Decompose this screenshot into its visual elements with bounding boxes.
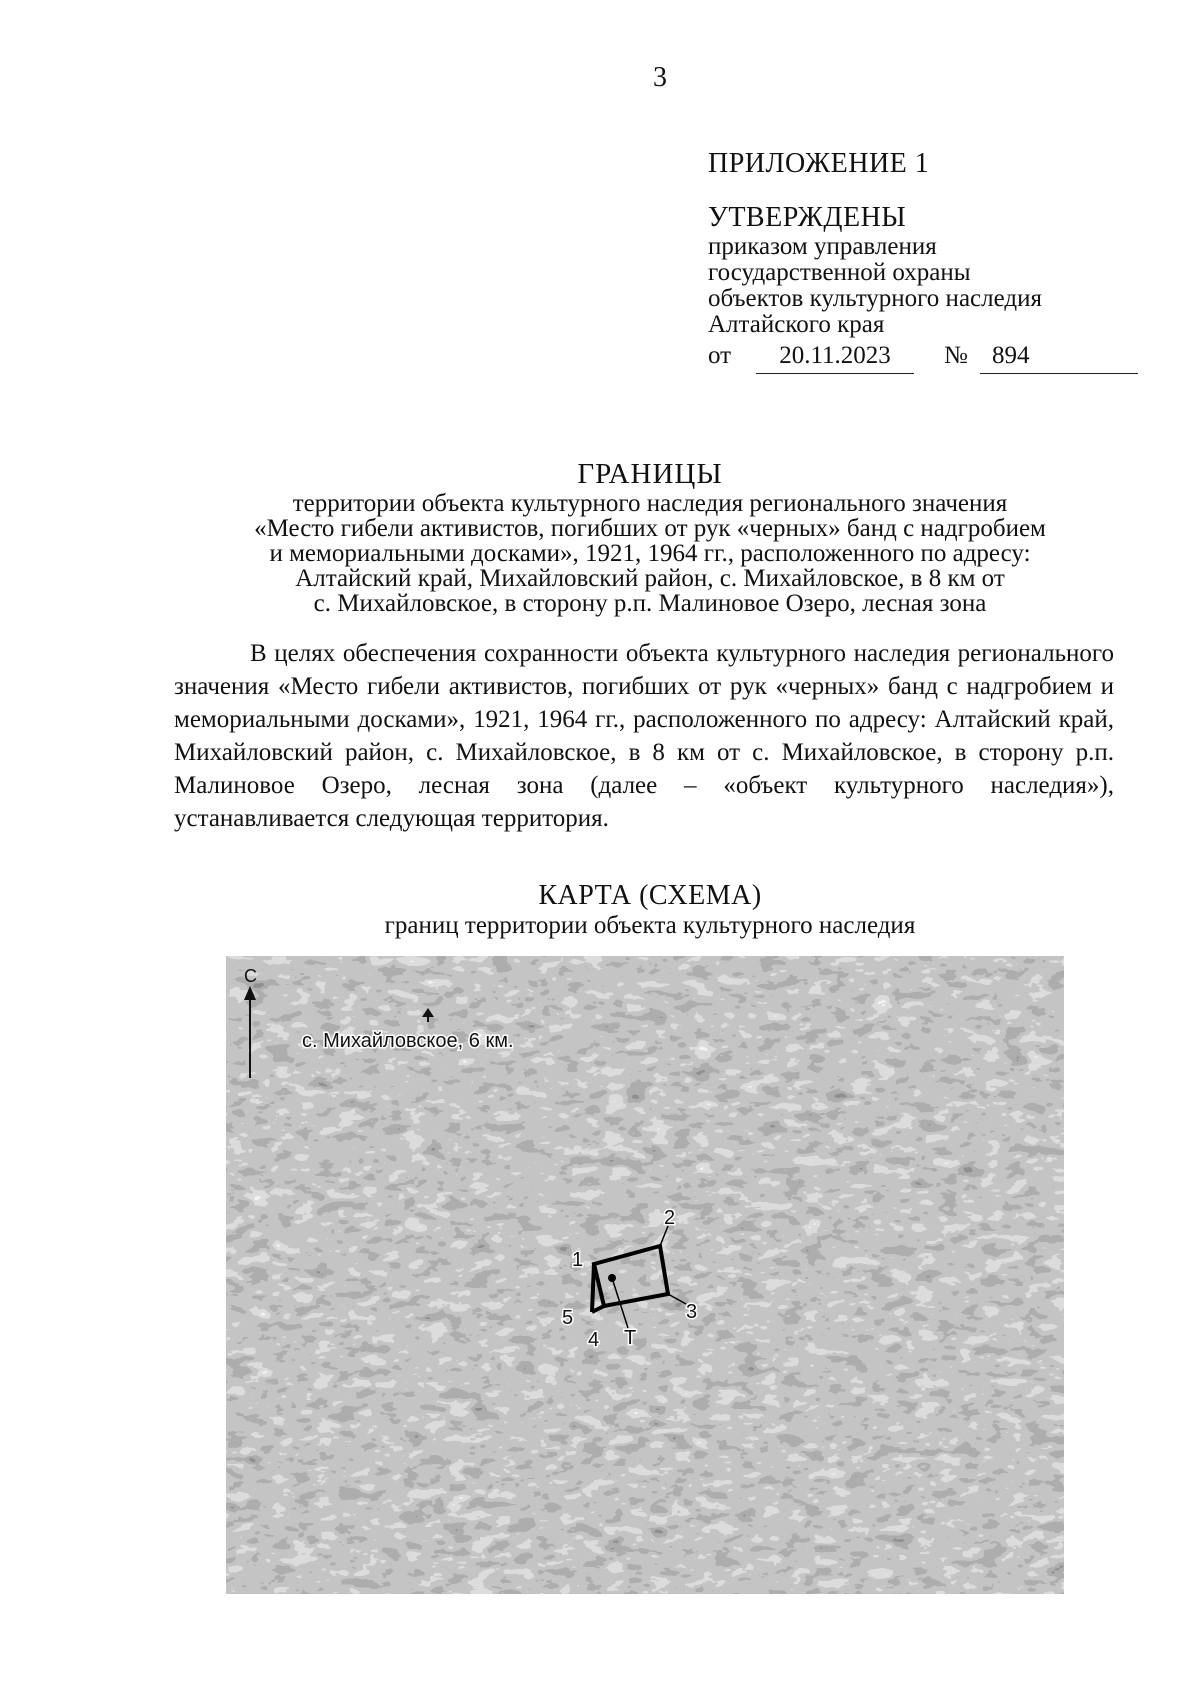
approval-block	[708, 148, 1138, 378]
heading-line: территории объекта культурного наследия регионального значения	[292, 490, 1008, 517]
heading-line: Алтайский край, Михайловский район, с. Михайловское, в 8 км от	[295, 565, 1005, 592]
from-label: от	[708, 342, 732, 369]
approval-line: Алтайского края	[708, 311, 885, 338]
approval-line: государственной охраны	[708, 259, 971, 286]
page-number: 3	[653, 62, 667, 93]
point-label-2: 2	[664, 1207, 676, 1229]
order-number: 894	[980, 342, 1138, 374]
point-label-4: 4	[588, 1329, 600, 1351]
heading-line: и мемориальными досками», 1921, 1964 гг., расположенного по адресу:	[269, 540, 1031, 567]
approval-line: объектов культурного наследия	[708, 285, 1042, 312]
approved-label: УТВЕРЖДЕНЫ	[708, 202, 907, 233]
approval-line: приказом управления	[708, 233, 937, 260]
boundary-segment	[592, 1264, 594, 1312]
heading-line: с. Михайловское, в сторону р.п. Малиновое Озеро, лесная зона	[313, 590, 987, 617]
document-heading	[80, 458, 1200, 616]
heading-title: ГРАНИЦЫ	[577, 458, 723, 490]
map-title: КАРТА (СХЕМА)	[538, 880, 762, 911]
point-label-5: 5	[562, 1307, 574, 1329]
point-label-1: 1	[572, 1249, 584, 1271]
marker-label: Т	[624, 1327, 637, 1349]
north-label: С	[244, 966, 257, 986]
annex-label: ПРИЛОЖЕНИЕ 1	[708, 148, 930, 179]
map-scheme	[226, 956, 1064, 1594]
order-row	[708, 342, 1138, 378]
number-label: №	[944, 342, 968, 369]
place-label: с. Михайловское, 6 км.	[302, 1030, 514, 1052]
map-heading	[80, 880, 1200, 940]
point-label-3: 3	[686, 1301, 698, 1323]
map-subtitle: границ территории объекта культурного наследия	[384, 912, 916, 939]
order-date: 20.11.2023	[756, 342, 914, 374]
aerial-map-image	[226, 956, 1064, 1594]
body-paragraph: В целях обеспечения сохранности объекта культурного наследия регионального значения «Место гибели активистов, погибших от рук «черных» банд с надгробием и мемориальными досками», 1921, 1964 гг., расположенного по адресу: Алтайский край, Михайловский район, с. Михайловское, в 8 км от с. Михайловское, в сторону р.п. Малиновое Озеро, лесная зона (далее – «объект культурного наследия»), устанавливается следующая территория.	[174, 640, 1114, 832]
heading-line: «Место гибели активистов, погибших от рук «черных» банд с надгробием	[254, 515, 1046, 542]
